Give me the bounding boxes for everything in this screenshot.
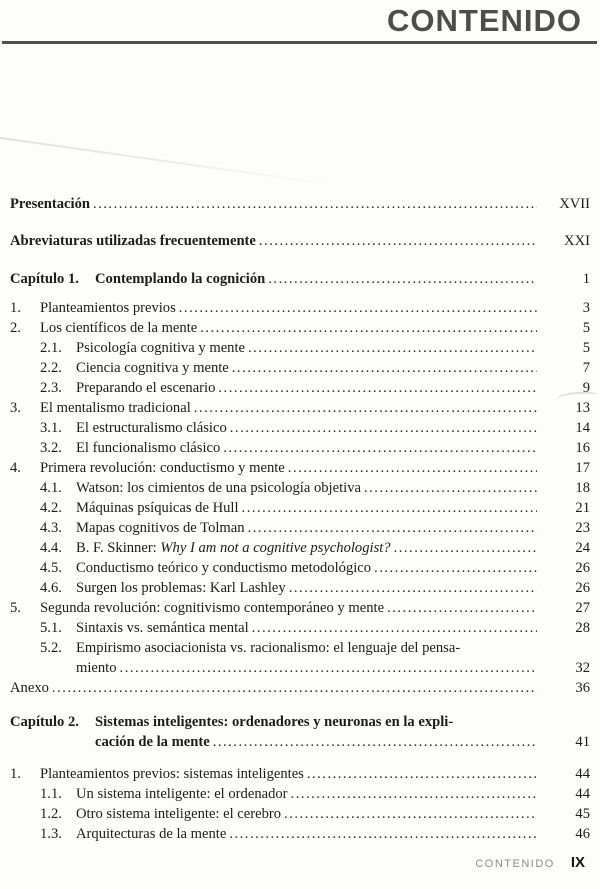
toc-entry-text: [76, 418, 227, 438]
toc-leader-dots: [291, 784, 537, 804]
toc-leader-dots: [223, 438, 537, 458]
toc-entry-text: [40, 318, 197, 338]
toc-entry-text-regular: El estructuralismo clásico: [76, 420, 227, 436]
toc-entry-text: [95, 712, 453, 732]
toc-entry-number: 1.3.: [40, 826, 62, 842]
toc-entry-text-regular: Empirismo asociacionista vs. racionalismo: el lenguaje del pensa-: [76, 640, 461, 656]
toc-row: [95, 732, 590, 752]
toc-entry-text: [95, 269, 265, 289]
toc-entry-number: 4.: [10, 460, 21, 476]
toc-entry-text: [76, 638, 460, 658]
toc-entry-text-regular: Presentación: [10, 196, 90, 212]
toc-entry-text: [76, 438, 220, 458]
toc-entry-page: 14: [575, 420, 590, 436]
toc-entry-number: Capítulo 1.: [10, 271, 79, 287]
toc-entry-number: 3.: [10, 400, 21, 416]
toc-row: [10, 678, 590, 698]
toc-entry-text-regular: Sistemas inteligentes: ordenadores y neuronas en la expli-: [95, 714, 454, 730]
toc-entry-text-regular: Primera revolución: conductismo y mente: [40, 460, 285, 476]
toc-entry-text: [76, 804, 281, 824]
toc-leader-dots: [242, 498, 537, 518]
toc-row: [40, 824, 590, 844]
toc-row: [10, 231, 590, 251]
toc-entry-page: 3: [582, 300, 590, 316]
toc-entry-text-regular: Un sistema inteligente: el ordenador: [76, 786, 288, 802]
toc-leader-dots: [229, 824, 537, 844]
toc-entry-number: 5.2.: [40, 640, 62, 656]
toc-leader-dots: [387, 598, 537, 618]
toc-entry-text-regular: El funcionalismo clásico: [76, 440, 221, 456]
toc-entry-text: [95, 732, 210, 752]
toc-entry-number: 5.: [10, 600, 21, 616]
header-rule: [2, 41, 597, 44]
toc-leader-dots: [218, 378, 537, 398]
toc-entry-text-regular: Arquitecturas de la mente: [76, 826, 227, 842]
toc-entry-number: 1.: [10, 766, 21, 782]
toc-entry-number: 4.4.: [40, 540, 62, 556]
toc-entry-text: [76, 358, 229, 378]
toc-entry-text: [76, 378, 215, 398]
toc-entry-text-regular: Segunda revolución: cognitivismo contemporáneo y mente: [40, 600, 385, 616]
toc-entry-text: [76, 338, 245, 358]
toc-row: [40, 478, 590, 498]
toc-entry-page: 17: [575, 460, 590, 476]
toc-row: [10, 398, 590, 418]
footer-running-title: CONTENIDO: [475, 858, 555, 870]
page: [0, 4, 600, 889]
toc-entry-text: [76, 824, 226, 844]
toc-entry-page: XVII: [559, 196, 590, 212]
toc-entry-text: [76, 658, 117, 678]
toc-entry-page: 18: [575, 480, 590, 496]
toc-leader-dots: [230, 418, 537, 438]
toc-row: [10, 298, 590, 318]
toc-row: [40, 538, 590, 558]
toc-entry-text: [40, 598, 384, 618]
toc-entry-text: [10, 194, 90, 214]
toc-row: [76, 658, 590, 678]
toc-entry-text-regular: Sintaxis vs. semántica mental: [76, 620, 249, 636]
toc-entry-number: 1.2.: [40, 806, 62, 822]
toc-leader-dots: [268, 269, 537, 289]
toc-entry-text-regular: Mapas cognitivos de Tolman: [76, 520, 245, 536]
toc-entry-text-regular: Máquinas psíquicas de Hull: [76, 500, 239, 516]
toc-entry-number: 4.3.: [40, 520, 62, 536]
toc-entry-text-regular: Contemplando la cognición: [95, 271, 266, 287]
toc-leader-dots: [252, 618, 537, 638]
toc-entry-page: 7: [582, 360, 590, 376]
toc-entry-text-regular: Watson: los cimientos de una psicología objetiva: [76, 480, 361, 496]
toc-entry-text-regular: Planteamientos previos: [40, 300, 176, 316]
toc-entry-number: 4.6.: [40, 580, 62, 596]
toc-entry-text: [10, 678, 49, 698]
toc-entry-text: [40, 398, 191, 418]
toc-row: [40, 784, 590, 804]
toc-entry-page: 24: [575, 540, 590, 556]
toc-entry-text-regular: Los científicos de la mente: [40, 320, 198, 336]
toc-entry-page: 28: [575, 620, 590, 636]
toc-entry-text: [76, 558, 371, 578]
toc-row: [40, 358, 590, 378]
toc-entry-number: 2.: [10, 320, 21, 336]
toc-entry-page: 36: [575, 680, 590, 696]
toc-row: [40, 338, 590, 358]
toc-entry-page: 44: [575, 766, 590, 782]
toc-entry-text: [76, 498, 239, 518]
toc-entry-text: [40, 764, 304, 784]
toc-entry-number: 2.1.: [40, 340, 62, 356]
toc-entry-text: [76, 578, 286, 598]
toc-row: [10, 318, 590, 338]
toc-row: [40, 578, 590, 598]
toc-row: [40, 638, 590, 658]
toc-entry-page: 26: [575, 560, 590, 576]
footer-page-number: IX: [570, 854, 585, 871]
toc-entry-page: 1: [582, 271, 590, 287]
toc-leader-dots: [289, 578, 537, 598]
toc-entry-page: 46: [575, 826, 590, 842]
toc-leader-dots: [93, 194, 537, 214]
toc-row: [40, 438, 590, 458]
toc-entry-page: 5: [582, 340, 590, 356]
toc-row: [40, 418, 590, 438]
toc-leader-dots: [232, 358, 537, 378]
toc-entry-text-regular: Anexo: [10, 680, 49, 696]
toc-entry-number: 4.1.: [40, 480, 62, 496]
toc-entry-number: Capítulo 2.: [10, 714, 79, 730]
toc-entry-page: 41: [575, 734, 590, 750]
toc-entry-page: 26: [575, 580, 590, 596]
toc-row: [40, 518, 590, 538]
toc-entry-text: [76, 618, 249, 638]
toc-entry-number: 3.2.: [40, 440, 62, 456]
toc-entry-page: 32: [575, 660, 590, 676]
toc-entry-page: 16: [575, 440, 590, 456]
toc-entry-number: 1.1.: [40, 786, 62, 802]
toc-entry-page: 21: [575, 500, 590, 516]
toc-entry-number: 3.1.: [40, 420, 62, 436]
toc-row: [40, 498, 590, 518]
toc-entry-text-regular: Abreviaturas utilizadas frecuentemente: [10, 233, 256, 249]
toc-leader-dots: [179, 298, 537, 318]
toc-entry-text: [40, 458, 285, 478]
toc-entry-text: [76, 478, 361, 498]
toc-leader-dots: [374, 558, 537, 578]
page-footer: [0, 854, 585, 872]
toc-entry-number: 5.1.: [40, 620, 62, 636]
toc-row: [40, 618, 590, 638]
toc-row: [10, 764, 590, 784]
toc-leader-dots: [394, 538, 537, 558]
toc-entry-text-regular: B. F. Skinner:: [76, 540, 161, 556]
toc-leader-dots: [364, 478, 537, 498]
toc-entry-text-regular: Planteamientos previos: sistemas inteligentes: [40, 766, 304, 782]
toc-entry-number: 2.2.: [40, 360, 62, 376]
toc-entry-text: [10, 231, 256, 251]
toc-entry-text-regular: El mentalismo tradicional: [40, 400, 191, 416]
toc-leader-dots: [213, 732, 537, 752]
toc-row: [40, 804, 590, 824]
toc-entry-page: 44: [575, 786, 590, 802]
toc-row: [10, 269, 590, 289]
toc-entry-text-regular: Conductismo teórico y conductismo metodológico: [76, 560, 372, 576]
toc-leader-dots: [120, 658, 537, 678]
toc-entry-number: 4.5.: [40, 560, 62, 576]
toc-row: [40, 378, 590, 398]
toc-entry-text: [76, 784, 288, 804]
toc-leader-dots: [194, 398, 537, 418]
toc-entry-text-regular: cación de la mente: [95, 734, 210, 750]
toc-leader-dots: [200, 318, 537, 338]
toc-entry-page: 9: [582, 380, 590, 396]
toc-entry-text-regular: miento: [76, 660, 117, 676]
toc-entry-number: 1.: [10, 300, 21, 316]
toc-entry-text: [76, 518, 245, 538]
toc-row: [10, 458, 590, 478]
toc-entry-text-italic: Why I am not a cognitive psychologist?: [160, 540, 391, 556]
toc-entry-text: [76, 538, 391, 558]
toc-entry-text-regular: Psicología cognitiva y mente: [76, 340, 246, 356]
toc-entry-number: 4.2.: [40, 500, 62, 516]
toc-entry-text-regular: Surgen los problemas: Karl Lashley: [76, 580, 286, 596]
toc-entry-text-regular: Ciencia cognitiva y mente: [76, 360, 229, 376]
toc-leader-dots: [248, 518, 537, 538]
scan-artifact-line: [0, 136, 336, 186]
toc-row: [10, 598, 590, 618]
toc-leader-dots: [259, 231, 537, 251]
toc-entry-text-regular: Preparando el escenario: [76, 380, 216, 396]
toc: [10, 194, 590, 844]
toc-entry-page: 5: [582, 320, 590, 336]
toc-entry-text: [40, 298, 176, 318]
toc-entry-page: 13: [575, 400, 590, 416]
toc-entry-page: 23: [575, 520, 590, 536]
toc-leader-dots: [52, 678, 537, 698]
toc-row: [10, 194, 590, 214]
toc-entry-page: 27: [575, 600, 590, 616]
toc-row: [40, 558, 590, 578]
page-title: CONTENIDO: [387, 3, 582, 38]
toc-entry-text-regular: Otro sistema inteligente: el cerebro: [76, 806, 282, 822]
toc-leader-dots: [288, 458, 537, 478]
toc-entry-page: XXI: [564, 233, 590, 249]
toc-leader-dots: [284, 804, 537, 824]
toc-leader-dots: [248, 338, 537, 358]
toc-leader-dots: [307, 764, 537, 784]
toc-entry-number: 2.3.: [40, 380, 62, 396]
toc-row: [10, 712, 590, 732]
toc-entry-page: 45: [575, 806, 590, 822]
